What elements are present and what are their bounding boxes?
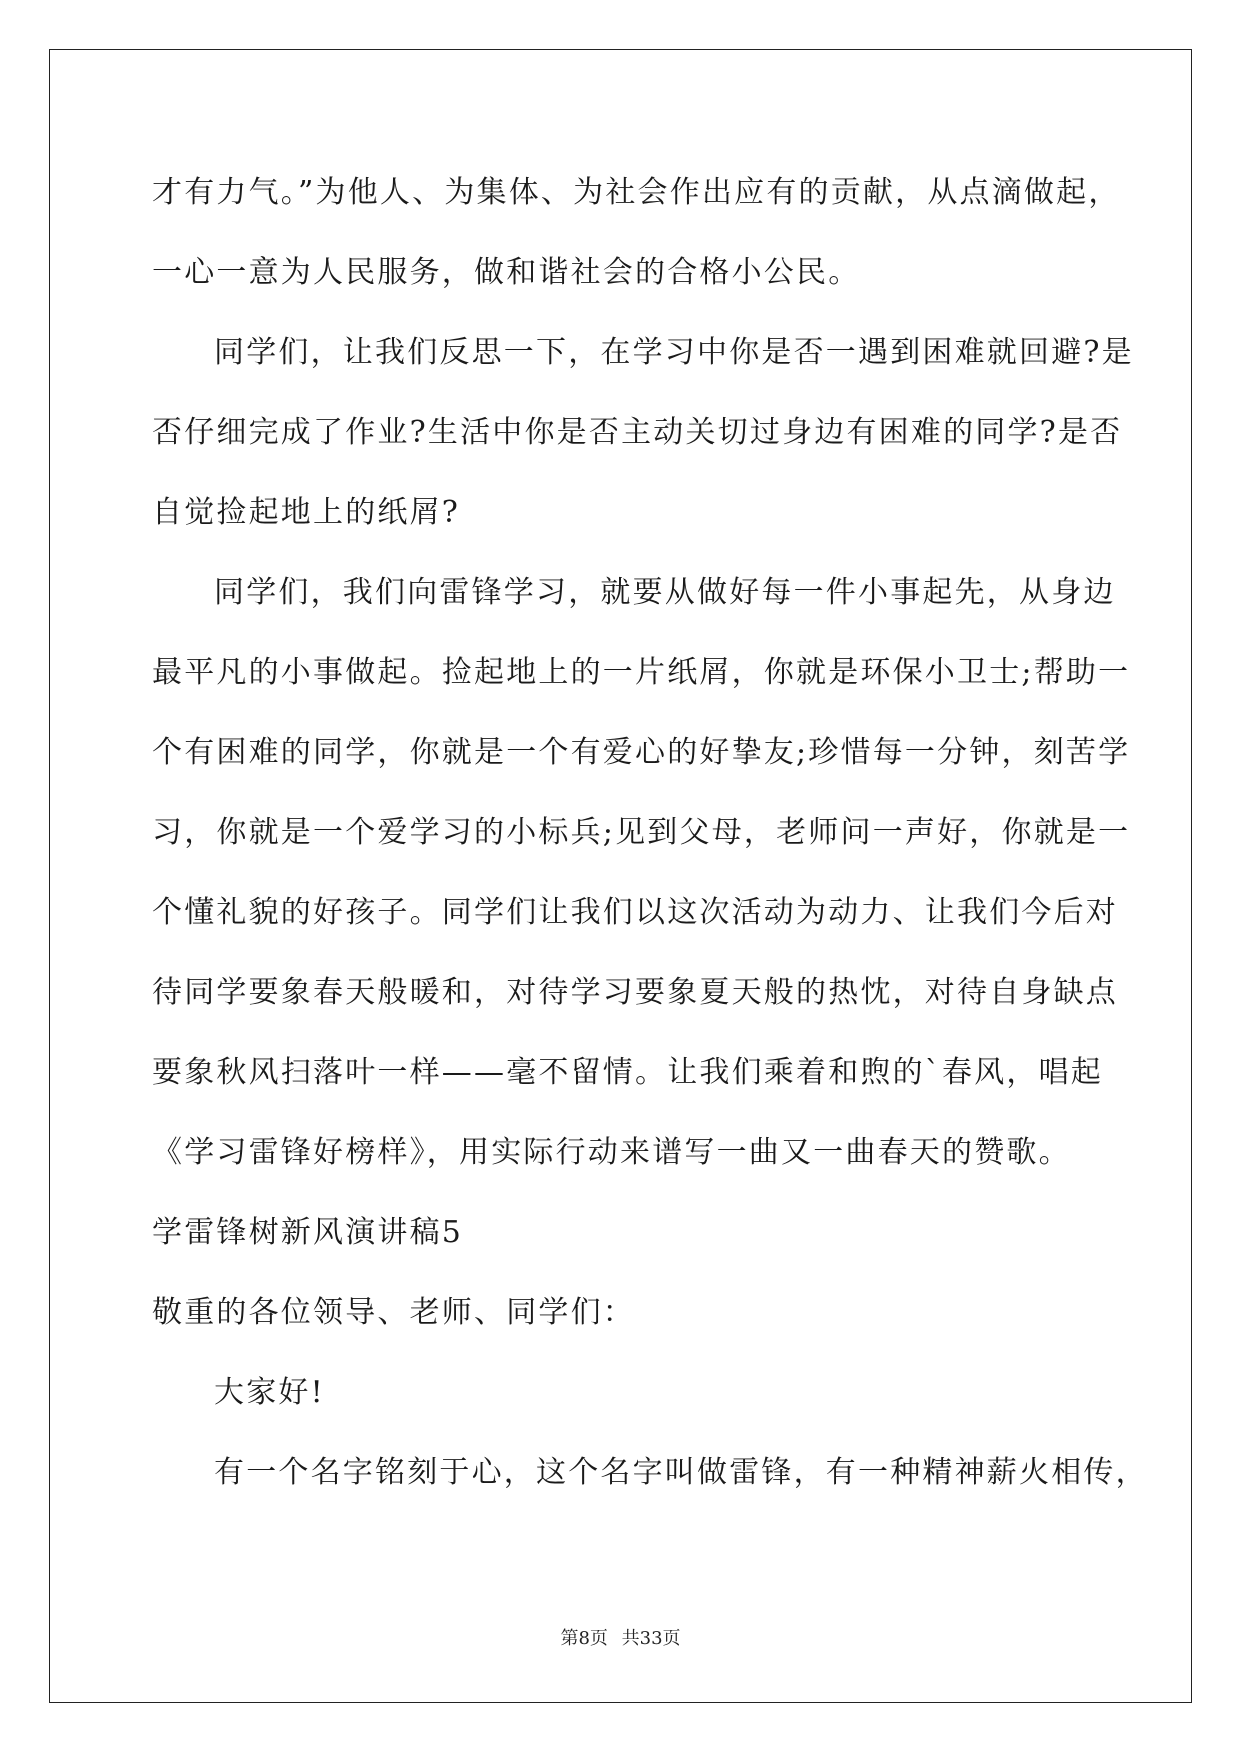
- page-number: 第8页: [560, 1628, 608, 1649]
- greeting: 大家好!: [214, 1375, 325, 1410]
- page-total: 共33页: [621, 1628, 681, 1649]
- text-line: 《学习雷锋好榜样》，用实际行动来谱写一曲又一曲春天的赞歌。: [152, 1135, 1071, 1170]
- text-line: 自觉捡起地上的纸屑?: [152, 495, 461, 530]
- text-line: 否仔细完成了作业?生活中你是否主动关切过身边有困难的同学?是否: [152, 415, 1123, 450]
- text-line: 才有力气。”为他人、为集体、为社会作出应有的贡献，从点滴做起，: [152, 175, 1121, 210]
- text-line: 习，你就是一个爱学习的小标兵;见到父母，老师问一声好，你就是一: [152, 815, 1131, 850]
- text-line: 要象秋风扫落叶一样——毫不留情。让我们乘着和煦的`春风，唱起: [152, 1055, 1103, 1090]
- page-footer: [0, 1627, 1241, 1651]
- text-line: 个有困难的同学，你就是一个有爱心的好挚友;珍惜每一分钟，刻苦学: [152, 735, 1131, 770]
- text-line: 待同学要象春天般暖和，对待学习要象夏天般的热忱，对待自身缺点: [152, 975, 1118, 1010]
- paragraph-start: 同学们，让我们反思一下，在学习中你是否一遇到困难就回避?是: [214, 335, 1134, 370]
- section-title: 学雷锋树新风演讲稿5: [152, 1215, 464, 1250]
- paragraph-start: 有一个名字铭刻于心，这个名字叫做雷锋，有一种精神薪火相传，: [214, 1455, 1148, 1490]
- text-line: 最平凡的小事做起。捡起地上的一片纸屑，你就是环保小卫士;帮助一: [152, 655, 1131, 690]
- text-line: 一心一意为人民服务，做和谐社会的合格小公民。: [152, 255, 861, 290]
- paragraph-start: 同学们，我们向雷锋学习，就要从做好每一件小事起先，从身边: [214, 575, 1116, 610]
- salutation: 敬重的各位领导、老师、同学们：: [152, 1295, 635, 1330]
- text-line: 个懂礼貌的好孩子。同学们让我们以这次活动为动力、让我们今后对: [152, 895, 1118, 930]
